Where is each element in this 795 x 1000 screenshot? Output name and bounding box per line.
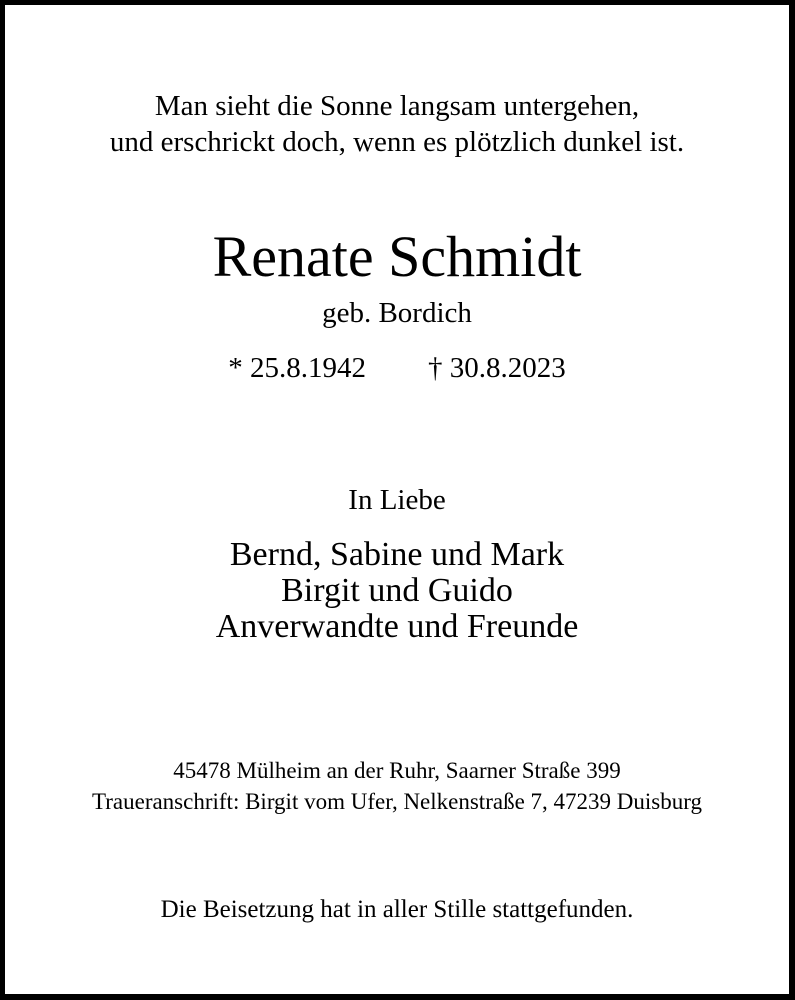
mourning-intro: In Liebe (348, 484, 446, 516)
mourner-line-3: Anverwandte und Freunde (215, 608, 579, 645)
mourner-line-2: Birgit und Guido (281, 572, 513, 609)
death-date: † 30.8.2023 (428, 352, 566, 384)
quote-line-2: und erschrickt doch, wenn es plötzlich dunkel ist. (109, 126, 685, 158)
condolence-address: Traueranschrift: Birgit vom Ufer, Nelkenstraße 7, 47239 Duisburg (92, 789, 702, 814)
mourner-line-1: Bernd, Sabine und Mark (229, 536, 565, 573)
birth-date: * 25.8.1942 (228, 352, 366, 384)
closing-note: Die Beisetzung hat in aller Stille stattgefunden. (160, 896, 634, 923)
quote-line-1: Man sieht die Sonne langsam untergehen, (154, 90, 640, 122)
life-dates (5, 351, 789, 385)
deceased-name: Renate Schmidt (212, 224, 582, 289)
maiden-name: geb. Bordich (322, 297, 472, 329)
residence-address: 45478 Mülheim an der Ruhr, Saarner Straße 399 (173, 758, 621, 783)
obituary-card (5, 5, 789, 994)
